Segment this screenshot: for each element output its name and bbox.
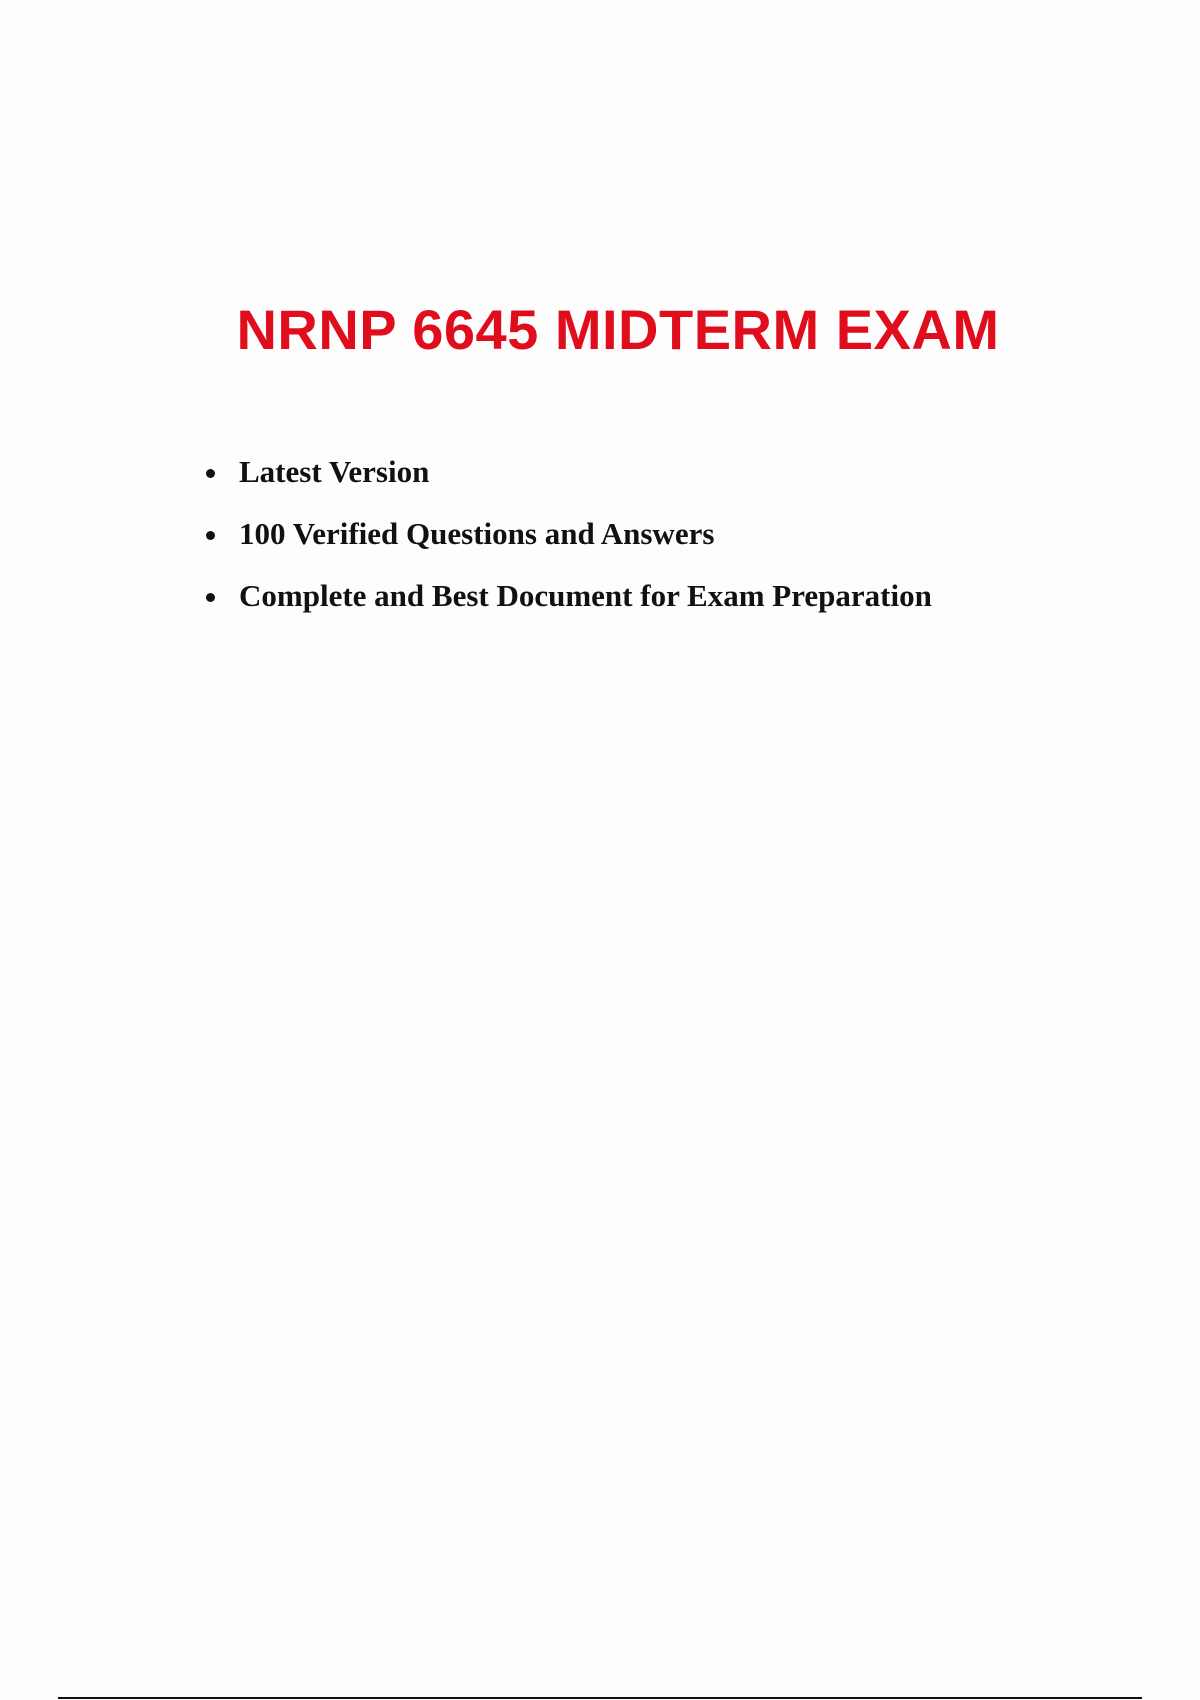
list-item-text: Latest Version bbox=[239, 454, 430, 489]
footer-divider bbox=[58, 1697, 1142, 1699]
bullet-icon bbox=[206, 469, 215, 478]
bullet-icon bbox=[206, 593, 215, 602]
document-title: NRNP 6645 MIDTERM EXAM bbox=[236, 298, 1000, 361]
list-item-text: 100 Verified Questions and Answers bbox=[239, 516, 715, 551]
bullet-icon bbox=[206, 531, 215, 540]
list-item-text: Complete and Best Document for Exam Preparation bbox=[239, 578, 932, 613]
